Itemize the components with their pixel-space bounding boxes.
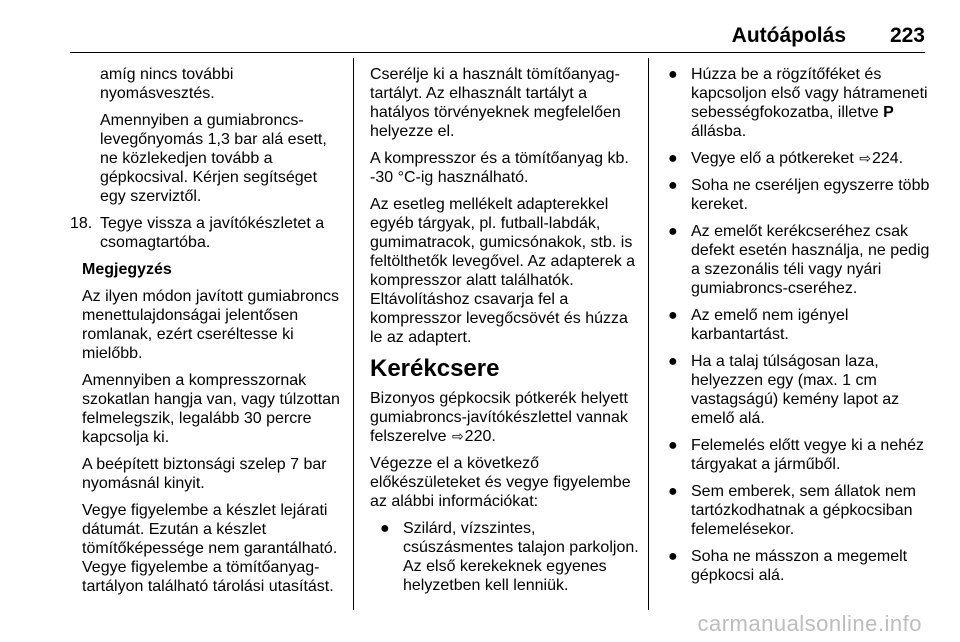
bullet-icon: ●: [668, 66, 678, 83]
step-text: Tegye vissza a javítókészletet a csomagtartóba.: [100, 215, 325, 251]
paragraph: Cserélje ki a használt tömítőanyag-tartályt. Az elhasznált tartályt a hatályos törvényeknek megfelelően helyezze el.: [370, 66, 621, 140]
list-item-text: Sem emberek, sem állatok nem tartózkodhatnak a gépkocsiban felemelésekor.: [691, 483, 916, 538]
paragraph: [370, 389, 642, 446]
page-number: 223: [889, 24, 925, 47]
header-rule: [70, 52, 925, 53]
bullet-icon: ●: [668, 548, 678, 565]
bullet-icon: ●: [668, 307, 678, 324]
column-2: [370, 65, 642, 603]
paragraph: Végezze el a következő előkészületeket és vegye figyelembe az alábbi információkat:: [370, 455, 631, 510]
paragraph: Amennyiben a gumiabroncs-levegőnyomás 1,3 bar alá esett, ne közlekedjen tovább a gépkocsival. Kérjen segítséget egy szerviztől.: [100, 112, 327, 205]
list-item: [668, 352, 930, 428]
section-heading: Kerékcsere: [370, 355, 500, 382]
list-item: [668, 436, 930, 474]
note-paragraph: Vegye figyelembe a készlet lejárati dátumát. Ezután a készlet tömítőképessége nem garantálható. Vegye figyelembe a tömítőanyag-tartályon található tárolási utasítást.: [82, 502, 338, 595]
bullet-icon: ●: [668, 223, 678, 240]
list-item-text: Soha ne másszon a megemelt gépkocsi alá.: [691, 548, 908, 584]
note-paragraph: A beépített biztonsági szelep 7 bar nyomásnál kinyit.: [82, 456, 327, 492]
list-item-text: Az emelőt kerékcseréhez csak defekt esetén használja, ne pedig a szezonális téli vagy nyári gumiabroncs-cseréhez.: [691, 223, 930, 297]
bullet-icon: ●: [668, 353, 678, 370]
page-reference-arrow-icon: ⇨: [451, 428, 464, 444]
note-paragraph: Az ilyen módon javított gumiabroncs menettulajdonságai jelentősen romlanak, ezért cseréltesse ki mielőbb.: [82, 288, 340, 362]
list-item-text: Szilárd, vízszintes, csúszásmentes talajon parkoljon. Az első kerekeknek egyenes helyzetben kell lenniük.: [403, 520, 639, 594]
column-divider-2: [648, 58, 649, 610]
list-item: [668, 176, 930, 214]
gear-position-label: P: [883, 104, 894, 121]
step-number: 18.: [70, 215, 93, 232]
column-3: [668, 65, 930, 593]
list-item-text: Húzza be a rögzítőféket és kapcsoljon első vagy hátrameneti sebességfokozatba, illetve: [691, 66, 928, 121]
page-reference-link[interactable]: 220.: [464, 428, 496, 445]
bullet-icon: ●: [668, 150, 678, 167]
bullet-list: [370, 519, 642, 595]
list-item: [668, 65, 930, 141]
column-divider-1: [353, 58, 354, 610]
list-item-text: Ha a talaj túlságosan laza, helyezzen egy (max. 1 cm vastagságú) kemény lapot az emelő alá.: [691, 353, 900, 427]
bullet-icon: ●: [668, 483, 678, 500]
section-title: Autóápolás: [731, 24, 846, 47]
list-item: [380, 519, 642, 595]
page-reference-link[interactable]: 224.: [871, 150, 904, 167]
paragraph-text: Bizonyos gépkocsik pótkerék helyett gumiabroncs-javítókészlettel vannak felszerelve: [370, 390, 628, 445]
list-item: [668, 482, 930, 539]
site-watermark: carmanualsonline.info: [697, 611, 922, 636]
page-header: [0, 22, 960, 58]
column-1: [70, 65, 346, 604]
list-item: [668, 306, 930, 344]
paragraph: Az esetleg mellékelt adapterekkel egyéb tárgyak, pl. futball-labdák, gumimatracok, gumicsónakok, stb. is feltölthetők levegővel. Az adapterek a kompresszor alatt találhatók. Eltávolításhoz csavarja fel a kompresszor levegőcsövét és húzza le az adaptert.: [370, 196, 636, 346]
list-item-text: Az emelő nem igényel karbantartást.: [691, 307, 849, 343]
list-item: [668, 222, 930, 298]
list-item: [668, 149, 930, 168]
list-item-text: Soha ne cseréljen egyszerre több kereket.: [691, 177, 930, 213]
bullet-list: [668, 65, 930, 585]
page-reference-arrow-icon: ⇨: [859, 150, 871, 166]
list-item-text: Vegye elő a pótkereket: [691, 150, 854, 167]
list-item-text: Felemelés előtt vegye ki a nehéz tárgyakat a járműből.: [691, 437, 925, 473]
list-item-text: állásba.: [691, 123, 747, 140]
bullet-icon: ●: [668, 177, 678, 194]
note-block: [70, 260, 346, 596]
bullet-icon: ●: [380, 520, 390, 537]
numbered-step-18: [70, 214, 346, 252]
list-item: [668, 547, 930, 585]
note-title: Megjegyzés: [82, 261, 172, 278]
bullet-icon: ●: [668, 437, 678, 454]
paragraph: A kompresszor és a tömítőanyag kb. -30 °C-ig használható.: [370, 150, 629, 186]
note-paragraph: Amennyiben a kompresszornak szokatlan hangja van, vagy túlzottan felmelegszik, legalább 30 percre kapcsolja ki.: [82, 372, 340, 446]
paragraph: amíg nincs további nyomásvesztés.: [100, 66, 234, 102]
